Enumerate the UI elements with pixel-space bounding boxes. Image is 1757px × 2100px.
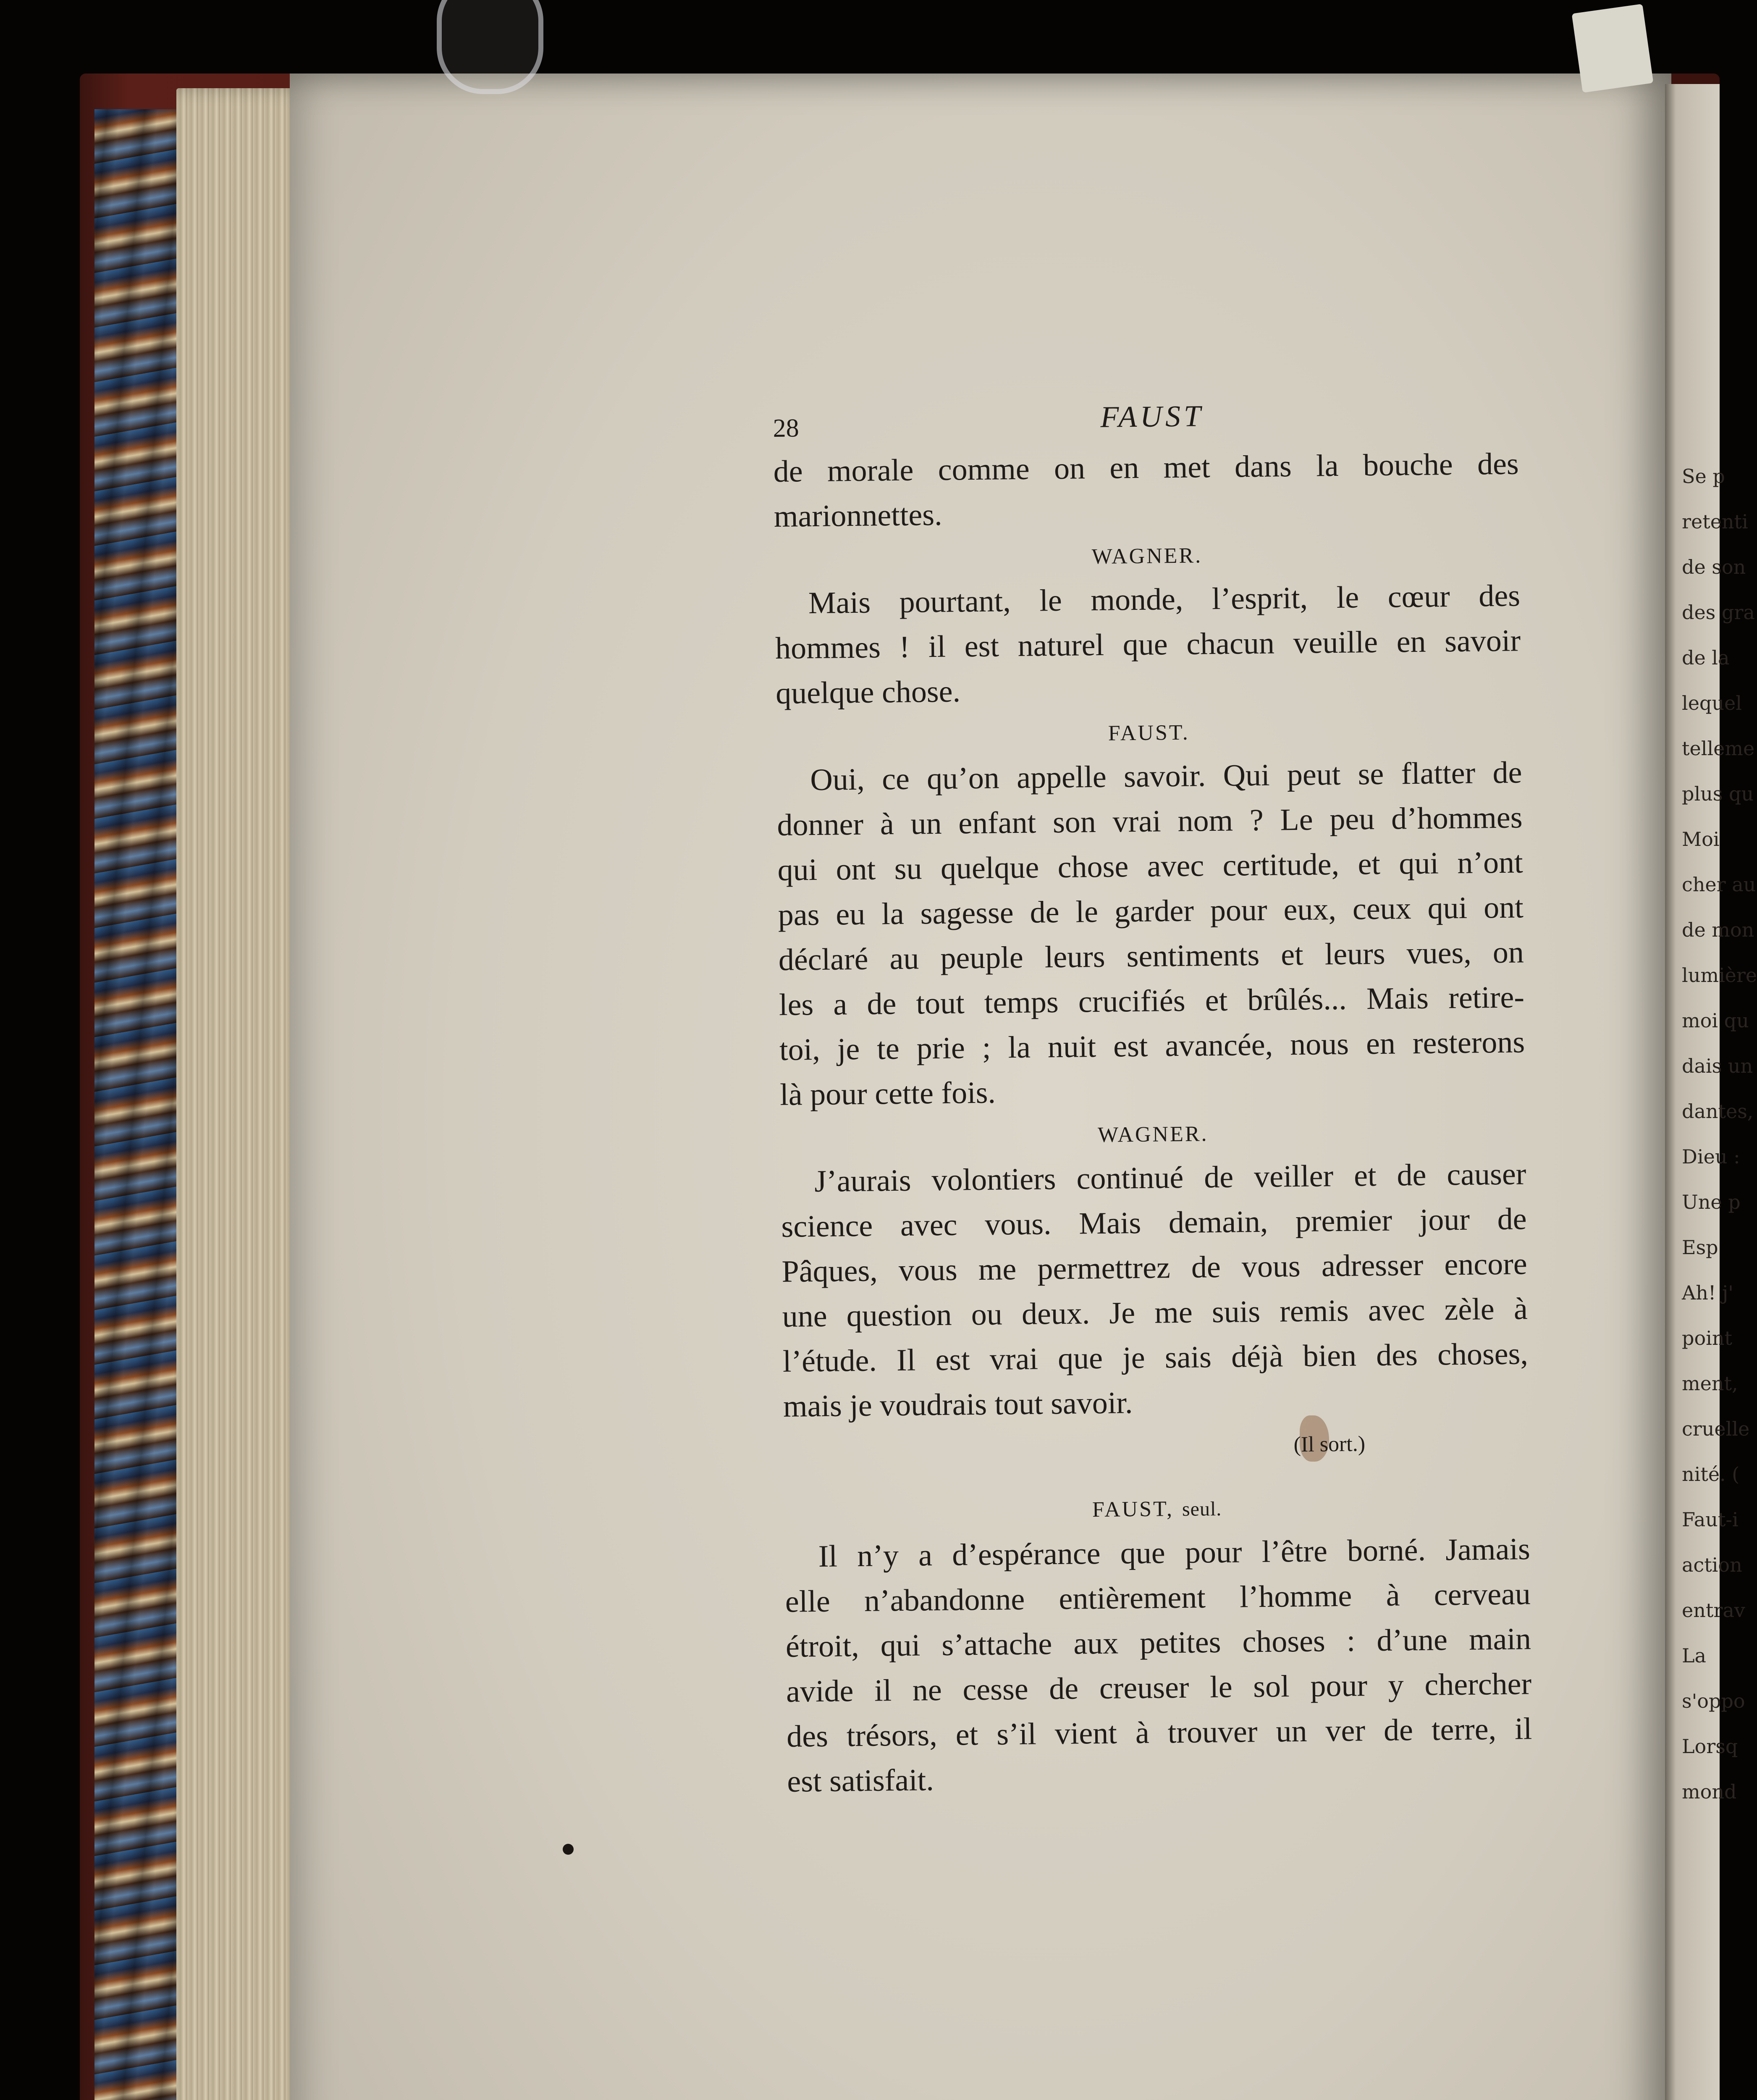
speaker-label: FAUST. bbox=[1108, 720, 1190, 746]
text-line: hommes ! il est naturel que chacun veuille en savoir bbox=[775, 623, 1521, 666]
text-line: les a de tout temps crucifiés et brûlés... Mais retire- bbox=[779, 980, 1525, 1022]
text-line: déclaré au peuple leurs sentiments et leurs vues, on bbox=[778, 935, 1524, 977]
text-line: science avec vous. Mais demain, premier jour de bbox=[781, 1202, 1527, 1244]
facing-page-fragment: telleme bbox=[1682, 737, 1755, 760]
speaker-label: FAUST, bbox=[1092, 1497, 1174, 1522]
facing-page-fragment: action bbox=[1682, 1554, 1742, 1576]
facing-page-fragment: de la bbox=[1682, 646, 1730, 669]
facing-page-fragment: de son bbox=[1682, 556, 1746, 578]
text-line: donner à un enfant son vrai nom ? Le peu d’hommes bbox=[777, 800, 1523, 843]
facing-page-fragment: Moi bbox=[1682, 828, 1720, 850]
facing-page-fragment: Se p bbox=[1682, 465, 1725, 488]
text-line: l’étude. Il est vrai que je sais déjà bien des choses, bbox=[782, 1336, 1529, 1379]
text-line: avide il ne cesse de creuser le sol pour y chercher bbox=[786, 1667, 1532, 1709]
facing-page-fragment: nité. ( bbox=[1682, 1463, 1740, 1486]
facing-page-fragment: mond bbox=[1682, 1780, 1737, 1803]
facing-page-fragment: s'oppo bbox=[1682, 1690, 1745, 1712]
text-line: qui ont su quelque chose avec certitude, et qui n’ont bbox=[777, 845, 1523, 887]
facing-page-fragment: Ah! j' bbox=[1682, 1281, 1733, 1304]
marbled-endpaper bbox=[94, 109, 187, 2100]
text-line: étroit, qui s’attache aux petites choses : d’une main bbox=[785, 1622, 1531, 1664]
speaker-label: WAGNER. bbox=[1097, 1122, 1209, 1147]
text-block bbox=[773, 395, 1533, 1804]
facing-page-fragment: point bbox=[1682, 1327, 1732, 1349]
text-line: Il n’y a d’espérance que pour l’être borné. Jamais bbox=[818, 1532, 1531, 1574]
facing-page-fragment: Faut-i bbox=[1682, 1508, 1739, 1531]
text-line: marionnettes. bbox=[774, 497, 942, 534]
page-header bbox=[773, 395, 1518, 449]
text-line: Mais pourtant, le monde, l’esprit, le cœur des bbox=[808, 578, 1521, 621]
text-line: quelque chose. bbox=[775, 674, 961, 711]
speaker-name bbox=[776, 708, 1522, 758]
speaker-name bbox=[774, 531, 1520, 581]
facing-page-fragment: cher au bbox=[1682, 873, 1756, 896]
facing-page-fragment: dantes, bbox=[1682, 1100, 1754, 1123]
text-line: elle n’abandonne entièrement l’homme à cerveau bbox=[785, 1577, 1531, 1619]
facing-page-fragment: des gra bbox=[1682, 601, 1755, 624]
speaker-name bbox=[780, 1110, 1526, 1160]
tape-tab bbox=[1572, 4, 1654, 93]
body-text bbox=[773, 441, 1533, 1804]
speaker-note: seul. bbox=[1182, 1497, 1222, 1520]
facing-page-fragment: Une p bbox=[1682, 1191, 1741, 1213]
facing-page-fragment: lequel bbox=[1682, 692, 1742, 714]
text-line: de morale comme on en met dans la bouche des bbox=[773, 446, 1519, 489]
facing-page-fragment: plus qu bbox=[1682, 782, 1754, 805]
facing-page-fragment: dais un bbox=[1682, 1055, 1753, 1077]
text-line: J’aurais volontiers continué de veiller et de causer bbox=[814, 1157, 1526, 1199]
facing-page-fragment: lumière bbox=[1682, 964, 1757, 987]
running-title: FAUST bbox=[1100, 399, 1204, 434]
text-line: Pâques, vous me permettrez de vous adresser encore bbox=[781, 1247, 1527, 1289]
text-line: est satisfait. bbox=[787, 1763, 934, 1799]
speaker-label: WAGNER. bbox=[1091, 543, 1203, 569]
facing-page-fragment: Esp bbox=[1682, 1236, 1718, 1259]
speaker-name bbox=[784, 1484, 1530, 1535]
facing-page-fragment: moi qu bbox=[1682, 1009, 1749, 1032]
text-line: Oui, ce qu’on appelle savoir. Qui peut se flatter de bbox=[810, 755, 1522, 798]
page-number: 28 bbox=[773, 414, 799, 443]
facing-page-fragment: entrav bbox=[1682, 1599, 1745, 1622]
text-line: des trésors, et s’il vient à trouver un ver de terre, il bbox=[786, 1712, 1532, 1754]
stage-direction: (Il sort.) bbox=[1293, 1432, 1366, 1457]
facing-page bbox=[1665, 84, 1757, 2100]
ink-speck bbox=[563, 1844, 574, 1855]
facing-page-text bbox=[1682, 454, 1757, 1814]
text-line: toi, je te prie ; la nuit est avancée, nous en resterons bbox=[779, 1025, 1525, 1067]
facing-page-fragment: La bbox=[1682, 1644, 1706, 1667]
text-line: mais je voudrais tout savoir. bbox=[783, 1386, 1133, 1424]
text-line: une question ou deux. Je me suis remis avec zèle à bbox=[782, 1292, 1528, 1334]
text-line: pas eu la sagesse de le garder pour eux, ceux qui ont bbox=[778, 890, 1524, 932]
page-clip-top bbox=[437, 0, 543, 94]
facing-page-fragment: Dieu : bbox=[1682, 1145, 1740, 1168]
facing-page-fragment: ment, bbox=[1682, 1372, 1738, 1395]
facing-page-fragment: cruelle bbox=[1682, 1418, 1750, 1440]
facing-page-fragment: Lorsq bbox=[1682, 1735, 1738, 1758]
facing-page-fragment: de mon bbox=[1682, 919, 1754, 941]
text-line: là pour cette fois. bbox=[779, 1075, 996, 1112]
facing-page-fragment: retenti bbox=[1682, 510, 1748, 533]
